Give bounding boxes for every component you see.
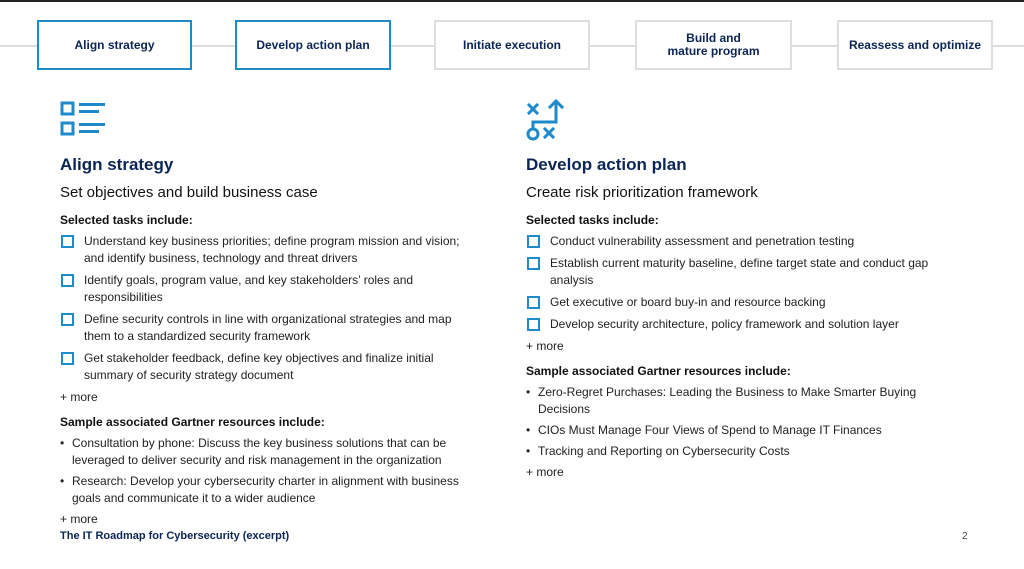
task-item: Define security controls in line with organizational strategies and map them to a standardized security framework — [60, 311, 480, 345]
resources-heading: Sample associated Gartner resources include: — [526, 364, 791, 378]
checkbox-icon[interactable] — [61, 274, 74, 287]
bullet-icon: • — [526, 385, 531, 399]
tasks-heading: Selected tasks include: — [60, 213, 193, 227]
task-item: Understand key business priorities; define program mission and vision; and identify business, technology and threat drivers — [60, 233, 480, 267]
bullet-icon: • — [526, 444, 531, 458]
resource-list — [526, 384, 936, 460]
task-item: Conduct vulnerability assessment and penetration testing — [526, 233, 936, 250]
panel-subtitle: Create risk prioritization framework — [526, 184, 758, 201]
bullet-icon: • — [60, 474, 65, 488]
step-build-and-mature-program[interactable]: Build and mature program — [635, 20, 792, 70]
strategy-plan-icon — [526, 98, 574, 142]
checkbox-icon[interactable] — [527, 235, 540, 248]
task-list — [60, 233, 480, 384]
task-item: Establish current maturity baseline, define target state and conduct gap analysis — [526, 255, 936, 289]
resource-item: • Tracking and Reporting on Cybersecurity Costs — [526, 444, 790, 458]
stepper-connector — [992, 45, 1024, 47]
resources-heading: Sample associated Gartner resources include: — [60, 415, 325, 429]
task-item: Develop security architecture, policy framework and solution layer — [526, 316, 936, 333]
tasks-more-link[interactable]: + more — [60, 390, 98, 404]
develop-action-plan-panel — [526, 98, 936, 481]
panel-title: Align strategy — [60, 155, 174, 174]
checkbox-icon[interactable] — [61, 235, 74, 248]
checkbox-icon[interactable] — [61, 313, 74, 326]
step-reassess-and-optimize[interactable]: Reassess and optimize — [837, 20, 993, 70]
step-develop-action-plan[interactable]: Develop action plan — [235, 20, 391, 70]
task-item: Get stakeholder feedback, define key objectives and finalize initial summary of security strategy document — [60, 350, 480, 384]
stepper-connector — [0, 45, 40, 47]
panel-subtitle: Set objectives and build business case — [60, 184, 318, 201]
tasks-heading: Selected tasks include: — [526, 213, 659, 227]
step-initiate-execution[interactable]: Initiate execution — [434, 20, 590, 70]
checklist-icon — [60, 98, 108, 142]
panel-title: Develop action plan — [526, 155, 687, 174]
step-align-strategy[interactable]: Align strategy — [37, 20, 192, 70]
resources-more-link[interactable]: + more — [60, 512, 98, 526]
checkbox-icon[interactable] — [527, 318, 540, 331]
checkbox-icon[interactable] — [527, 257, 540, 270]
resources-more-link[interactable]: + more — [526, 465, 564, 479]
resource-item: • Zero-Regret Purchases: Leading the Business to Make Smarter Buying Decisions — [526, 385, 917, 416]
resource-item: • Consultation by phone: Discuss the key business solutions that can be leveraged to deliver security and risk management in the organization — [60, 436, 447, 467]
task-list — [526, 233, 936, 333]
top-rule — [0, 0, 1024, 2]
stepper-connector — [790, 45, 838, 47]
stepper-connector — [390, 45, 436, 47]
resource-item: • CIOs Must Manage Four Views of Spend to Manage IT Finances — [526, 423, 882, 437]
roadmap-stepper — [0, 20, 1024, 72]
align-strategy-panel — [60, 98, 480, 528]
document-footer-title: The IT Roadmap for Cybersecurity (excerpt) — [60, 530, 290, 542]
stepper-connector — [190, 45, 236, 47]
page-number: 2 — [962, 531, 968, 542]
resource-item: • Research: Develop your cybersecurity charter in alignment with business goals and communicate it to a wider audience — [60, 474, 459, 505]
task-item: Identify goals, program value, and key stakeholders’ roles and responsibilities — [60, 272, 480, 306]
checkbox-icon[interactable] — [527, 296, 540, 309]
bullet-icon: • — [526, 423, 531, 437]
bullet-icon: • — [60, 436, 65, 450]
checkbox-icon[interactable] — [61, 352, 74, 365]
stepper-connector — [588, 45, 636, 47]
tasks-more-link[interactable]: + more — [526, 339, 564, 353]
resource-list — [60, 435, 480, 507]
task-item: Get executive or board buy-in and resource backing — [526, 294, 936, 311]
